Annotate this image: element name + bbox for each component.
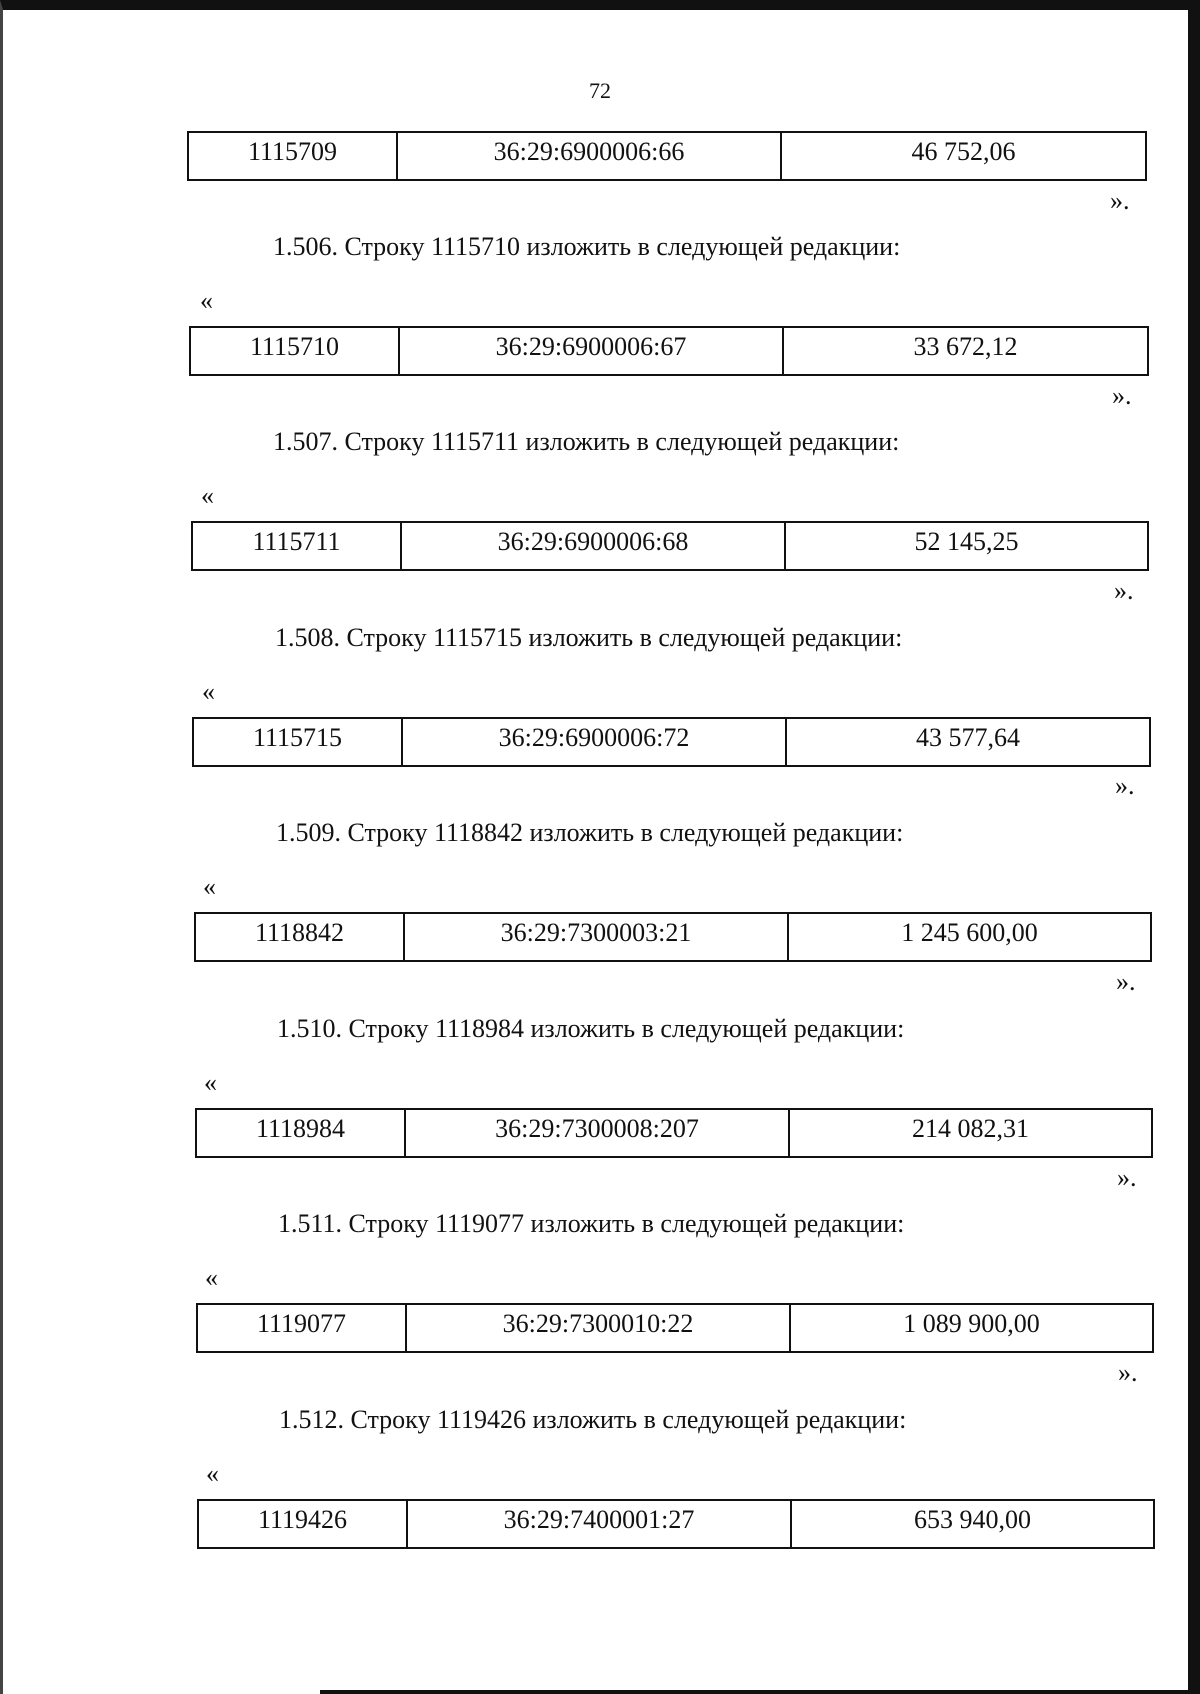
row-code: 1115715	[194, 719, 403, 765]
scan-bottom-edge	[320, 1690, 1200, 1694]
close-quote: ».	[1114, 576, 1134, 605]
table-row	[195, 1108, 1153, 1158]
open-quote: «	[200, 286, 213, 315]
row-cadastral-number: 36:29:7300010:22	[407, 1305, 791, 1351]
amendment-heading: 1.512. Строку 1119426 изложить в следующей редакции:	[279, 1405, 907, 1434]
amendment-heading: 1.506. Строку 1115710 изложить в следующей редакции:	[273, 232, 901, 261]
open-quote: «	[201, 481, 214, 510]
row-value: 214 082,31	[912, 1114, 1029, 1143]
row-value: 46 752,06	[911, 137, 1016, 166]
open-quote: «	[206, 1459, 219, 1488]
amendment-heading: 1.511. Строку 1119077 изложить в следующей редакции:	[278, 1209, 905, 1238]
row-cadastral-number: 36:29:6900006:68	[402, 523, 786, 569]
table-row	[194, 912, 1152, 962]
table-row	[197, 1499, 1155, 1549]
open-quote: «	[204, 1068, 217, 1097]
page-number: 72	[589, 78, 611, 103]
row-value: 1 245 600,00	[901, 918, 1038, 947]
table-row	[196, 1303, 1154, 1353]
row-value: 43 577,64	[916, 723, 1020, 752]
open-quote: «	[205, 1263, 218, 1292]
amendment-heading: 1.509. Строку 1118842 изложить в следующей редакции:	[276, 818, 904, 847]
amendment-heading: 1.508. Строку 1115715 изложить в следующей редакции:	[275, 623, 903, 652]
open-quote: «	[202, 677, 215, 706]
row-cadastral-number: 36:29:7300008:207	[406, 1110, 790, 1156]
row-value: 52 145,25	[914, 527, 1019, 556]
row-code: 1119426	[199, 1501, 408, 1547]
row-cadastral-number: 36:29:7400001:27	[408, 1501, 792, 1547]
table-row	[187, 131, 1147, 181]
close-quote: ».	[1117, 1163, 1137, 1192]
open-quote: «	[203, 872, 216, 901]
close-quote: ».	[1112, 381, 1132, 410]
row-code: 1115709	[189, 133, 398, 179]
table-row	[189, 326, 1149, 376]
row-value: 33 672,12	[913, 332, 1018, 361]
row-code: 1118984	[197, 1110, 406, 1156]
amendment-heading: 1.507. Строку 1115711 изложить в следующей редакции:	[273, 427, 900, 456]
row-cadastral-number: 36:29:6900006:67	[400, 328, 784, 374]
row-code: 1115710	[191, 328, 400, 374]
amendment-heading: 1.510. Строку 1118984 изложить в следующей редакции:	[277, 1014, 905, 1043]
close-quote: ».	[1116, 967, 1136, 996]
row-cadastral-number: 36:29:6900006:72	[403, 719, 787, 765]
row-code: 1119077	[198, 1305, 407, 1351]
close-quote: ».	[1118, 1358, 1138, 1387]
close-quote: ».	[1115, 771, 1135, 800]
table-row	[191, 521, 1149, 571]
row-code: 1115711	[193, 523, 402, 569]
row-cadastral-number: 36:29:6900006:66	[398, 133, 782, 179]
row-cadastral-number: 36:29:7300003:21	[405, 914, 789, 960]
row-value: 1 089 900,00	[903, 1309, 1040, 1338]
close-quote: ».	[1110, 186, 1130, 215]
row-value: 653 940,00	[914, 1505, 1031, 1534]
table-row	[192, 717, 1151, 767]
row-code: 1118842	[196, 914, 405, 960]
